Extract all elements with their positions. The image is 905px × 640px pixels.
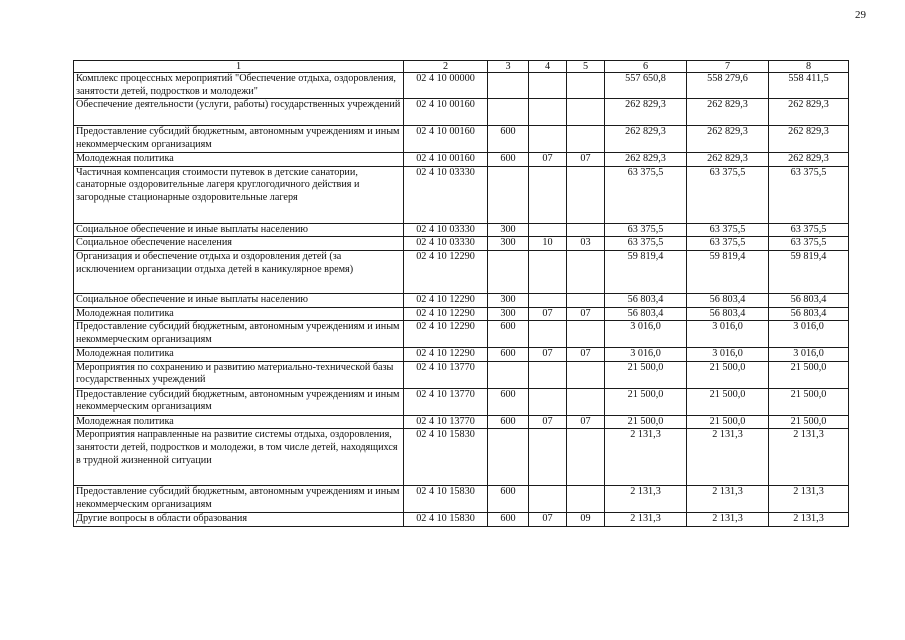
row-name: Предоставление субсидий бюджетным, автономным учреждениям и иным некоммерческим организациям [74, 126, 404, 153]
row-amount-year-3: 63 375,5 [769, 223, 849, 237]
header-row [74, 61, 849, 73]
table-row [74, 153, 849, 167]
row-code: 02 4 10 13770 [404, 388, 488, 415]
row-expense-type: 300 [488, 307, 529, 321]
row-name: Молодежная политика [74, 348, 404, 362]
row-name: Мероприятия направленные на развитие системы отдыха, оздоровления, занятости детей, подростков и молодежи, в том числе детей, находящихся в трудной жизненной ситуации [74, 429, 404, 486]
budget-table [73, 60, 849, 527]
row-amount-year-2: 262 829,3 [687, 153, 769, 167]
row-amount-year-1: 56 803,4 [605, 293, 687, 307]
row-code: 02 4 10 03330 [404, 223, 488, 237]
row-amount-year-1: 59 819,4 [605, 250, 687, 293]
row-name: Предоставление субсидий бюджетным, автономным учреждениям и иным некоммерческим организациям [74, 388, 404, 415]
row-code: 02 4 10 12290 [404, 250, 488, 293]
table-row [74, 126, 849, 153]
row-amount-year-3: 2 131,3 [769, 429, 849, 486]
row-expense-type [488, 250, 529, 293]
row-code: 02 4 10 15830 [404, 513, 488, 527]
row-subsection [567, 99, 605, 126]
row-expense-type: 600 [488, 126, 529, 153]
row-code: 02 4 10 03330 [404, 237, 488, 251]
column-header-year-3: 8 [769, 61, 849, 73]
row-amount-year-2: 2 131,3 [687, 429, 769, 486]
row-expense-type [488, 73, 529, 99]
table-row [74, 99, 849, 126]
row-subsection: 07 [567, 348, 605, 362]
row-expense-type: 600 [488, 388, 529, 415]
row-name: Обеспечение деятельности (услуги, работы) государственных учреждений [74, 99, 404, 126]
row-name: Другие вопросы в области образования [74, 513, 404, 527]
row-section [529, 99, 567, 126]
row-code: 02 4 10 12290 [404, 348, 488, 362]
row-section [529, 250, 567, 293]
row-expense-type: 600 [488, 348, 529, 362]
row-amount-year-1: 63 375,5 [605, 223, 687, 237]
row-code: 02 4 10 12290 [404, 307, 488, 321]
row-subsection: 07 [567, 415, 605, 429]
row-subsection: 09 [567, 513, 605, 527]
row-amount-year-2: 63 375,5 [687, 166, 769, 223]
row-section: 07 [529, 513, 567, 527]
row-section [529, 486, 567, 513]
row-expense-type [488, 429, 529, 486]
row-amount-year-2: 262 829,3 [687, 126, 769, 153]
row-amount-year-1: 21 500,0 [605, 388, 687, 415]
row-amount-year-1: 557 650,8 [605, 73, 687, 99]
row-subsection [567, 321, 605, 348]
row-amount-year-3: 59 819,4 [769, 250, 849, 293]
table-row [74, 388, 849, 415]
row-expense-type: 300 [488, 293, 529, 307]
row-amount-year-3: 3 016,0 [769, 348, 849, 362]
row-expense-type: 300 [488, 223, 529, 237]
table-row [74, 237, 849, 251]
table-row [74, 321, 849, 348]
row-section [529, 361, 567, 388]
row-amount-year-1: 3 016,0 [605, 348, 687, 362]
row-amount-year-3: 262 829,3 [769, 99, 849, 126]
row-section: 07 [529, 415, 567, 429]
table-row [74, 361, 849, 388]
row-expense-type: 600 [488, 415, 529, 429]
row-subsection [567, 73, 605, 99]
row-name: Комплекс процессных мероприятий "Обеспечение отдыха, оздоровления, занятости детей, подростков и молодежи" [74, 73, 404, 99]
row-code: 02 4 10 13770 [404, 361, 488, 388]
row-amount-year-2: 56 803,4 [687, 307, 769, 321]
table-row [74, 293, 849, 307]
row-code: 02 4 10 00160 [404, 126, 488, 153]
row-amount-year-2: 262 829,3 [687, 99, 769, 126]
row-amount-year-2: 3 016,0 [687, 321, 769, 348]
row-amount-year-2: 63 375,5 [687, 223, 769, 237]
row-amount-year-1: 262 829,3 [605, 99, 687, 126]
row-amount-year-1: 2 131,3 [605, 513, 687, 527]
row-amount-year-3: 21 500,0 [769, 415, 849, 429]
row-amount-year-1: 21 500,0 [605, 415, 687, 429]
row-name: Социальное обеспечение населения [74, 237, 404, 251]
row-expense-type: 600 [488, 486, 529, 513]
row-amount-year-1: 63 375,5 [605, 237, 687, 251]
row-subsection [567, 250, 605, 293]
row-code: 02 4 10 15830 [404, 429, 488, 486]
page-number: 29 [855, 9, 866, 21]
row-amount-year-3: 2 131,3 [769, 486, 849, 513]
row-subsection [567, 166, 605, 223]
row-code: 02 4 10 00000 [404, 73, 488, 99]
row-amount-year-3: 63 375,5 [769, 237, 849, 251]
row-expense-type: 600 [488, 153, 529, 167]
row-amount-year-2: 21 500,0 [687, 388, 769, 415]
table-row [74, 429, 849, 486]
row-name: Молодежная политика [74, 153, 404, 167]
row-section [529, 166, 567, 223]
row-amount-year-3: 56 803,4 [769, 307, 849, 321]
row-name: Мероприятия по сохранению и развитию материально-технической базы государственных учреждений [74, 361, 404, 388]
row-amount-year-1: 56 803,4 [605, 307, 687, 321]
row-amount-year-2: 558 279,6 [687, 73, 769, 99]
row-code: 02 4 10 00160 [404, 99, 488, 126]
row-amount-year-2: 63 375,5 [687, 237, 769, 251]
row-amount-year-3: 56 803,4 [769, 293, 849, 307]
row-amount-year-1: 63 375,5 [605, 166, 687, 223]
row-section [529, 73, 567, 99]
row-subsection: 07 [567, 153, 605, 167]
row-section [529, 321, 567, 348]
row-name: Предоставление субсидий бюджетным, автономным учреждениям и иным некоммерческим организациям [74, 486, 404, 513]
table-row [74, 415, 849, 429]
row-amount-year-1: 21 500,0 [605, 361, 687, 388]
table-row [74, 166, 849, 223]
row-code: 02 4 10 12290 [404, 293, 488, 307]
row-subsection: 07 [567, 307, 605, 321]
row-subsection [567, 126, 605, 153]
table-row [74, 307, 849, 321]
row-code: 02 4 10 15830 [404, 486, 488, 513]
row-section [529, 429, 567, 486]
row-code: 02 4 10 03330 [404, 166, 488, 223]
column-header-subsection: 5 [567, 61, 605, 73]
row-amount-year-1: 262 829,3 [605, 126, 687, 153]
row-expense-type: 600 [488, 513, 529, 527]
row-subsection [567, 388, 605, 415]
row-amount-year-2: 59 819,4 [687, 250, 769, 293]
row-amount-year-2: 21 500,0 [687, 361, 769, 388]
row-section: 07 [529, 307, 567, 321]
row-name: Предоставление субсидий бюджетным, автономным учреждениям и иным некоммерческим организациям [74, 321, 404, 348]
table-row [74, 513, 849, 527]
row-amount-year-1: 2 131,3 [605, 486, 687, 513]
row-section: 07 [529, 348, 567, 362]
table-row [74, 348, 849, 362]
row-subsection: 03 [567, 237, 605, 251]
row-name: Молодежная политика [74, 415, 404, 429]
row-expense-type [488, 361, 529, 388]
column-header-name: 1 [74, 61, 404, 73]
row-amount-year-3: 262 829,3 [769, 126, 849, 153]
row-name: Социальное обеспечение и иные выплаты населению [74, 223, 404, 237]
column-header-expense-type: 3 [488, 61, 529, 73]
row-amount-year-3: 63 375,5 [769, 166, 849, 223]
row-name: Молодежная политика [74, 307, 404, 321]
table-row [74, 223, 849, 237]
row-code: 02 4 10 12290 [404, 321, 488, 348]
column-header-code: 2 [404, 61, 488, 73]
row-subsection [567, 429, 605, 486]
row-subsection [567, 223, 605, 237]
row-amount-year-2: 56 803,4 [687, 293, 769, 307]
row-code: 02 4 10 13770 [404, 415, 488, 429]
row-section [529, 126, 567, 153]
table-row [74, 73, 849, 99]
row-amount-year-2: 2 131,3 [687, 486, 769, 513]
row-subsection [567, 486, 605, 513]
row-amount-year-2: 21 500,0 [687, 415, 769, 429]
row-name: Организация и обеспечение отдыха и оздоровления детей (за исключением организации отдыха детей в каникулярное время) [74, 250, 404, 293]
row-amount-year-3: 3 016,0 [769, 321, 849, 348]
row-amount-year-3: 2 131,3 [769, 513, 849, 527]
row-amount-year-1: 2 131,3 [605, 429, 687, 486]
row-amount-year-1: 3 016,0 [605, 321, 687, 348]
row-subsection [567, 361, 605, 388]
row-amount-year-2: 2 131,3 [687, 513, 769, 527]
column-header-year-1: 6 [605, 61, 687, 73]
row-amount-year-3: 558 411,5 [769, 73, 849, 99]
table-row [74, 250, 849, 293]
row-subsection [567, 293, 605, 307]
row-amount-year-2: 3 016,0 [687, 348, 769, 362]
row-name: Социальное обеспечение и иные выплаты населению [74, 293, 404, 307]
row-section: 10 [529, 237, 567, 251]
row-amount-year-3: 21 500,0 [769, 388, 849, 415]
row-expense-type: 600 [488, 321, 529, 348]
row-name: Частичная компенсация стоимости путевок в детские санатории, санаторные оздоровительные лагеря круглогодичного действия и загородные стационарные оздоровительные лагеря [74, 166, 404, 223]
column-header-year-2: 7 [687, 61, 769, 73]
row-code: 02 4 10 00160 [404, 153, 488, 167]
row-section: 07 [529, 153, 567, 167]
row-amount-year-3: 21 500,0 [769, 361, 849, 388]
row-expense-type [488, 99, 529, 126]
table-row [74, 486, 849, 513]
row-expense-type: 300 [488, 237, 529, 251]
row-amount-year-3: 262 829,3 [769, 153, 849, 167]
column-header-section: 4 [529, 61, 567, 73]
row-amount-year-1: 262 829,3 [605, 153, 687, 167]
row-section [529, 293, 567, 307]
row-expense-type [488, 166, 529, 223]
row-section [529, 223, 567, 237]
row-section [529, 388, 567, 415]
